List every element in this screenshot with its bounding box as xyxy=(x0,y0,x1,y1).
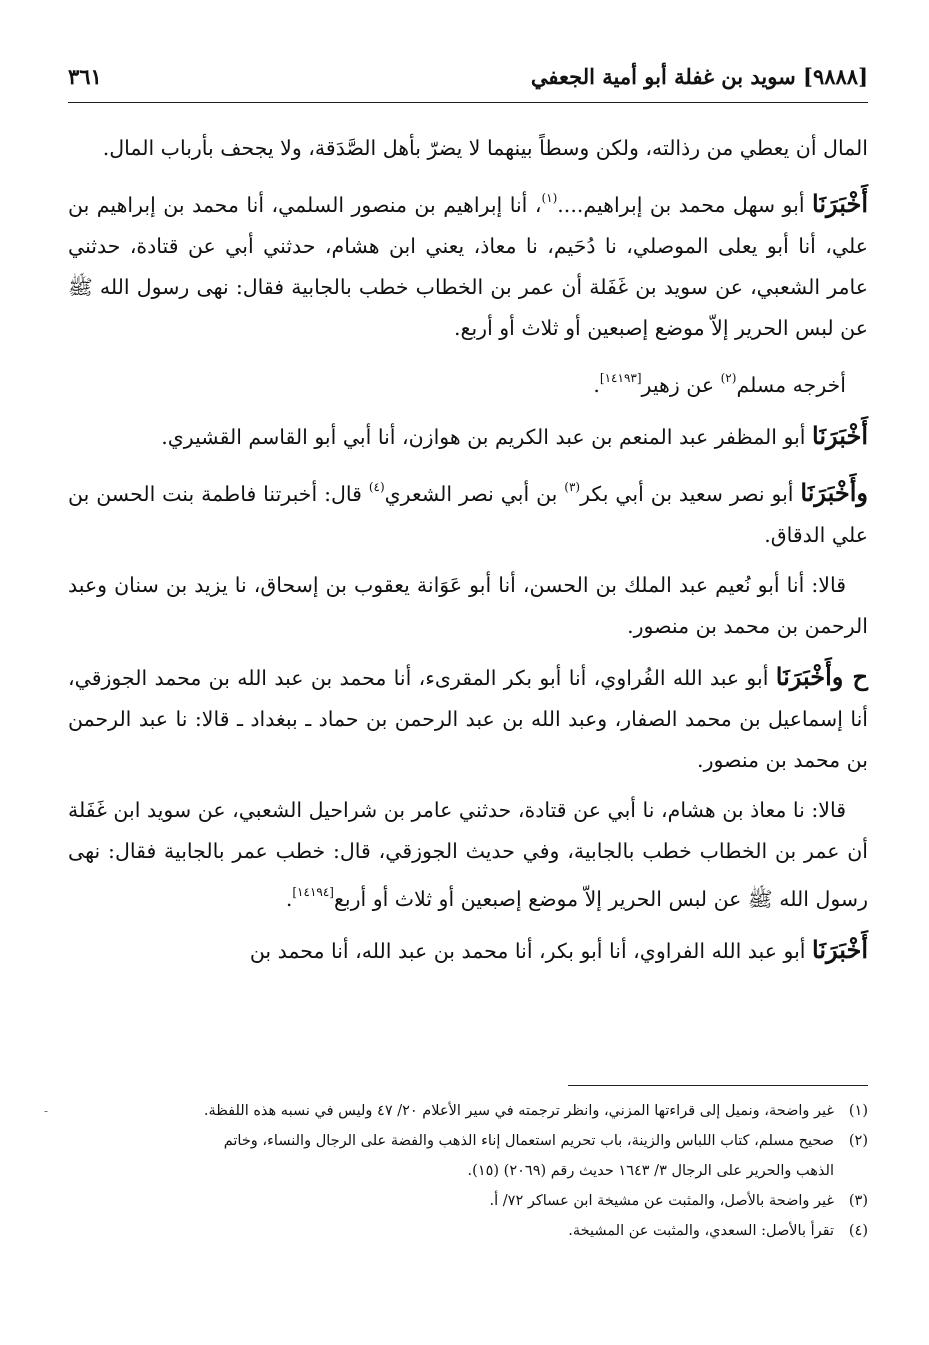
paragraph-keyword: أَخْبَرَنَا xyxy=(812,189,868,218)
paragraph xyxy=(68,467,868,556)
footnote-continuation: الذهب والحرير على الرجال ٣/ ١٦٤٣ حديث رقم (٢٠٦٩) (١٥). xyxy=(467,1163,834,1179)
paragraph-text: ، أنا إبراهيم بن منصور السلمي، أنا محمد بن إبراهيم بن علي، أنا أبو يعلى الموصلي، نا دُحَيم، نا معاذ، يعني ابن هشام، حدثني أبي عن قتادة، حدثني عامر الشعبي، عن سويد بن غَفَلة أن عمر بن الخطاب خطب بالجابية فقال: نهى رسول الله ﷺ عن لبس الحرير إلاّ موضع إصبعين أو ثلاث أو أربع. xyxy=(68,193,868,340)
paragraph-text: المال أن يعطي من رذالته، ولكن وسطاً بينهما لا يضرّ بأهل الصَّدَقة، ولا يجحف بأرباب المال. xyxy=(102,136,868,160)
footnote-ref: [١٤١٩٣] xyxy=(599,371,642,385)
footnote-ref: (١) xyxy=(541,191,558,205)
book-page xyxy=(68,0,868,1345)
footnote xyxy=(68,1126,868,1156)
footnote-separator xyxy=(568,1085,868,1086)
paragraph xyxy=(68,178,868,349)
main-text xyxy=(68,128,868,981)
paragraph-text: أبو سهل محمد بن إبراهيم.... xyxy=(557,193,813,217)
footnote-ref: [١٤١٩٤] xyxy=(292,885,334,899)
footnote-ref: (٢) xyxy=(720,371,737,385)
paragraph-text: أبو المظفر عبد المنعم بن عبد الكريم بن هوازن، أنا أبي أبو القاسم القشيري. xyxy=(161,425,813,449)
footnote-ref: (٤) xyxy=(368,480,385,494)
paragraph xyxy=(68,790,868,920)
paragraph-keyword: ح وأَخْبَرَنَا xyxy=(775,662,868,691)
paragraph xyxy=(68,358,868,406)
footnote xyxy=(68,1186,868,1216)
paragraph-text: عن زهير xyxy=(641,373,721,397)
paragraph-text: . xyxy=(593,373,600,397)
paragraph-text: قالا: أنا أبو نُعيم عبد الملك بن الحسن، أنا أبو عَوَانة يعقوب بن إسحاق، نا يزيد بن سنان وعبد الرحمن بن محمد بن منصور. xyxy=(68,573,868,638)
paragraph-text: أبو نصر سعيد بن أبي بكر xyxy=(580,482,801,506)
footnote-ref: (٣) xyxy=(564,480,581,494)
footnote-number: (٣) xyxy=(848,1193,868,1209)
footnote xyxy=(68,1216,868,1246)
paragraph xyxy=(68,415,868,458)
paragraph-text: قالا: نا معاذ بن هشام، نا أبي عن قتادة، حدثني عامر بن شراحيل الشعبي، عن سويد ابن غَفَلة أن عمر بن الخطاب خطب بالجابية، وفي حديث الجوزقي، قال: خطب عمر بالجابية فقال: نهى رسول الله ﷺ عن لبس الحرير إلاّ موضع إصبعين أو ثلاث أو أربع xyxy=(68,798,868,911)
page-number: ٣٦١ xyxy=(68,64,102,89)
paragraph xyxy=(68,565,868,647)
footnote-text: غير واضحة، ونميل إلى قراءتها المزني، وانظر ترجمته في سير الأعلام ٢٠/ ٤٧ وليس في نسبه هذه اللفظة. xyxy=(203,1103,834,1119)
footnotes xyxy=(68,1096,868,1246)
paragraph-keyword: وأَخْبَرَنَا xyxy=(800,478,868,507)
paragraph-keyword: أَخْبَرَنَا xyxy=(812,935,868,964)
paragraph-text: . xyxy=(285,887,293,911)
footnote-text: غير واضحة بالأصل، والمثبت عن مشيخة ابن عساكر ٧٢/ أ. xyxy=(489,1193,834,1209)
paragraph-text: أبو عبد الله الفُراوي، أنا أبو بكر المقرىء، أنا محمد بن عبد الله بن محمد الجوزقي، أنا إسماعيل بن محمد الصفار، وعبد الله بن عبد الرحمن بن حماد ـ ببغداد ـ قالا: نا عبد الرحمن بن محمد بن منصور. xyxy=(68,666,868,772)
paragraph-keyword: أَخْبَرَنَا xyxy=(812,421,868,450)
footnote-number: (٤) xyxy=(848,1223,868,1239)
paragraph xyxy=(68,128,868,169)
footnote-text: تقرأ بالأصل: السعدي، والمثبت عن المشيخة. xyxy=(568,1223,834,1239)
paragraph xyxy=(68,929,868,972)
paragraph-text: قال: أخبرتنا فاطمة بنت الحسن بن علي الدقاق. xyxy=(68,482,868,547)
paragraph-text: أخرجه مسلم xyxy=(736,373,846,397)
paragraph xyxy=(68,656,868,781)
running-header xyxy=(68,58,868,103)
header-title: [٩٨٨٨] سويد بن غفلة أبو أمية الجعفي xyxy=(530,64,868,89)
paragraph-text: أبو عبد الله الفراوي، أنا أبو بكر، أنا محمد بن عبد الله، أنا محمد بن xyxy=(249,939,813,963)
footnote-number: (١) xyxy=(848,1103,868,1119)
footnote-number: (٢) xyxy=(848,1133,868,1149)
margin-mark: - xyxy=(44,1104,49,1118)
footnote-text: صحيح مسلم، كتاب اللباس والزينة، باب تحريم استعمال إناء الذهب والفضة على الرجال والنساء، وخاتم xyxy=(223,1133,834,1149)
paragraph-text: بن أبي نصر الشعري xyxy=(384,482,565,506)
footnote xyxy=(68,1096,868,1126)
